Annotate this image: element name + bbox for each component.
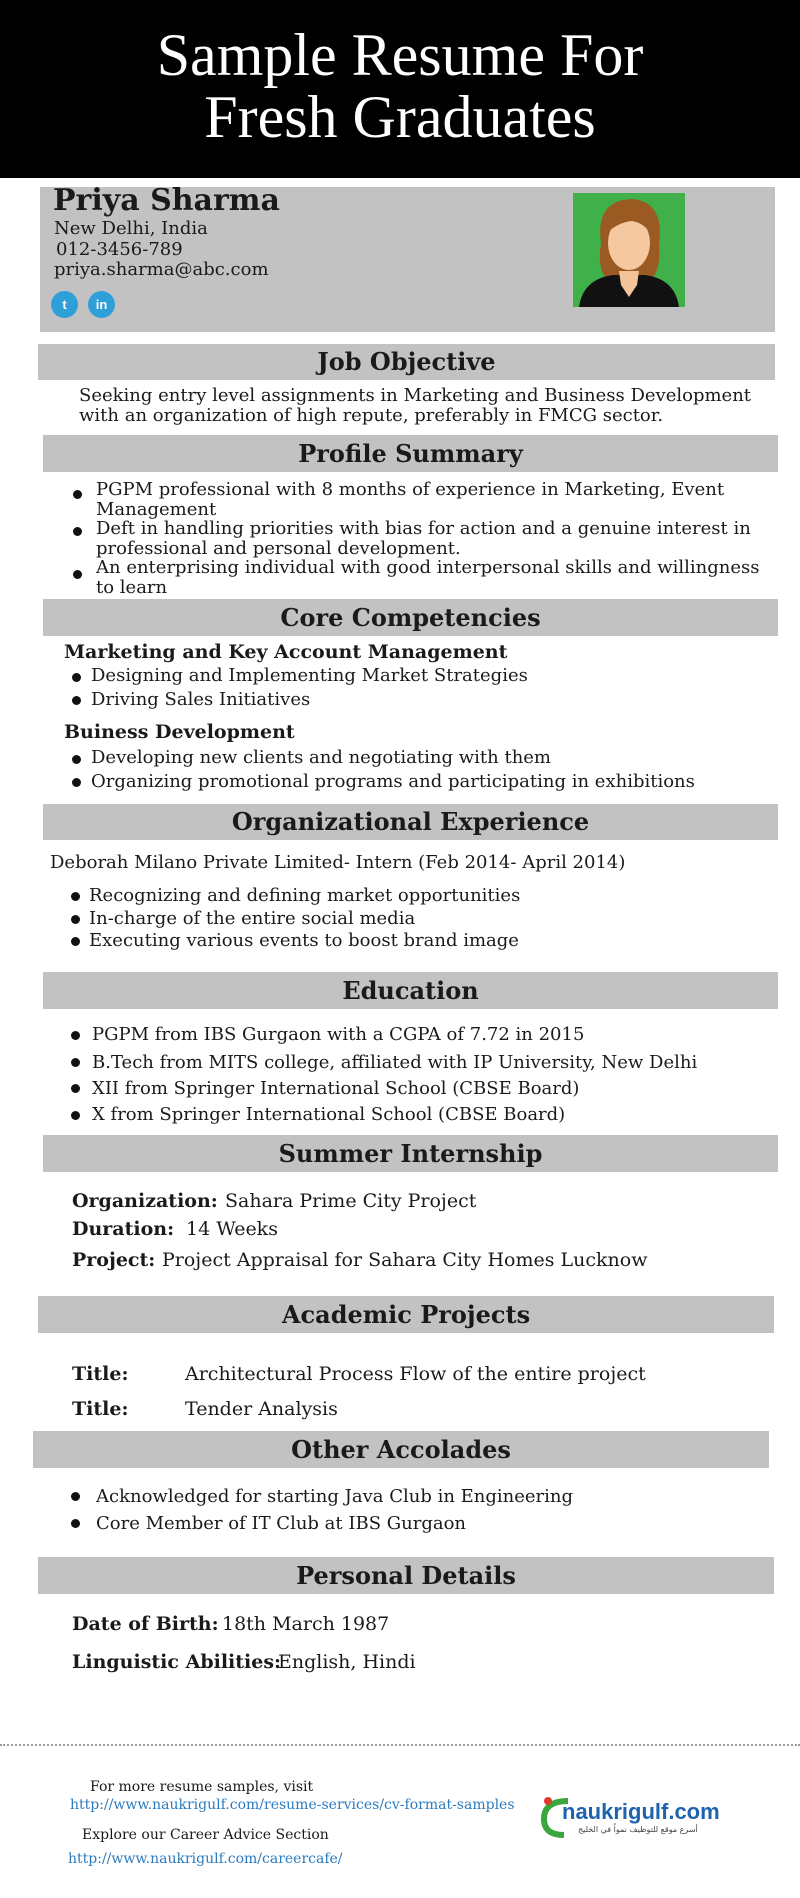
bullet-icon (71, 892, 80, 901)
dob-value: 18th March 1987 (222, 1613, 390, 1635)
bullet-icon (71, 1111, 80, 1120)
competency-group-heading: Buiness Development (64, 721, 295, 743)
bullet-icon (71, 915, 80, 924)
list-item: Designing and Implementing Market Strategies (91, 665, 528, 686)
list-item: Acknowledged for starting Java Club in Engineering (96, 1486, 574, 1507)
bullet-icon (72, 673, 81, 682)
section-header-academic-projects: Academic Projects (38, 1296, 774, 1333)
list-item: B.Tech from MITS college, affiliated with IP University, New Delhi (92, 1052, 698, 1073)
list-item: Management (96, 499, 217, 520)
languages-value: English, Hindi (278, 1651, 416, 1673)
project-title-label: Title: (72, 1398, 129, 1420)
list-item: An enterprising individual with good interpersonal skills and willingness (96, 557, 760, 578)
bullet-icon (73, 490, 82, 499)
section-header-org-experience: Organizational Experience (43, 804, 778, 840)
bullet-icon (72, 778, 81, 787)
list-item: Recognizing and defining market opportunities (89, 885, 521, 906)
list-item: Core Member of IT Club at IBS Gurgaon (96, 1513, 467, 1534)
list-item: X from Springer International School (CBSE Board) (92, 1104, 566, 1125)
bullet-icon (72, 696, 81, 705)
list-item: In-charge of the entire social media (89, 908, 416, 929)
candidate-name: Priya Sharma (53, 183, 280, 218)
duration-value: 14 Weeks (186, 1218, 278, 1240)
section-header-other-accolades: Other Accolades (33, 1431, 769, 1468)
list-item: Organizing promotional programs and participating in exhibitions (91, 771, 695, 792)
company-line: Deborah Milano Private Limited- Intern (Feb 2014- April 2014) (50, 852, 626, 873)
naukrigulf-logo[interactable] (538, 1795, 748, 1839)
section-header-profile-summary: Profile Summary (43, 435, 778, 472)
project-title-label: Title: (72, 1363, 129, 1385)
duration-label: Duration: (72, 1218, 175, 1240)
list-item: professional and personal development. (96, 538, 461, 559)
section-header-education: Education (43, 972, 778, 1009)
twitter-icon[interactable]: t (51, 291, 78, 318)
bullet-icon (72, 755, 81, 764)
bullet-icon (71, 1031, 80, 1040)
project-title-value: Tender Analysis (185, 1398, 338, 1420)
logo-text: naukrigulf.com (562, 1799, 720, 1824)
candidate-email[interactable]: priya.sharma@abc.com (54, 259, 269, 280)
section-header-job-objective: Job Objective (38, 344, 775, 380)
list-item: Deft in handling priorities with bias for action and a genuine interest in (96, 518, 751, 539)
section-header-summer-internship: Summer Internship (43, 1135, 778, 1172)
candidate-city: New Delhi, India (54, 218, 208, 239)
project-label: Project: (72, 1249, 156, 1271)
list-item: to learn (96, 577, 168, 598)
project-value: Project Appraisal for Sahara City Homes Lucknow (162, 1249, 648, 1271)
footer-career-text: Explore our Career Advice Section (82, 1827, 329, 1843)
objective-line: Seeking entry level assignments in Marketing and Business Development (79, 385, 752, 406)
organization-label: Organization: (72, 1190, 218, 1212)
list-item: Developing new clients and negotiating with them (91, 747, 552, 768)
career-link[interactable]: http://www.naukrigulf.com/careercafe/ (68, 1851, 343, 1867)
bullet-icon (73, 527, 82, 536)
logo-tagline: أسرع موقع للتوظيف نمواً في الخليج (578, 1825, 698, 1834)
page-title-line-2: Fresh Graduates (204, 84, 596, 150)
page-title-line-1: Sample Resume For (156, 22, 644, 88)
project-title-value: Architectural Process Flow of the entire project (185, 1363, 646, 1385)
section-header-personal-details: Personal Details (38, 1557, 774, 1594)
candidate-phone: 012-3456-789 (56, 239, 183, 260)
organization-value: Sahara Prime City Project (225, 1190, 477, 1212)
bullet-icon (71, 1058, 80, 1067)
list-item: PGPM from IBS Gurgaon with a CGPA of 7.72 in 2015 (92, 1024, 585, 1045)
person-avatar-icon (573, 193, 685, 307)
linkedin-icon[interactable]: in (88, 291, 115, 318)
bullet-icon (71, 937, 80, 946)
competency-group-heading: Marketing and Key Account Management (64, 641, 508, 663)
footer-divider (0, 1744, 800, 1746)
section-header-core-competencies: Core Competencies (43, 599, 778, 636)
list-item: Executing various events to boost brand image (89, 930, 519, 951)
bullet-icon (71, 1492, 80, 1501)
bullet-icon (73, 570, 82, 579)
samples-link[interactable]: http://www.naukrigulf.com/resume-services/cv-format-samples (70, 1797, 515, 1813)
list-item: XII from Springer International School (CBSE Board) (92, 1078, 580, 1099)
list-item: Driving Sales Initiatives (91, 689, 311, 710)
avatar (573, 193, 685, 307)
list-item: PGPM professional with 8 months of experience in Marketing, Event (96, 479, 725, 500)
bullet-icon (71, 1084, 80, 1093)
objective-line: with an organization of high repute, preferably in FMCG sector. (79, 405, 664, 426)
languages-label: Linguistic Abilities: (72, 1651, 282, 1673)
bullet-icon (71, 1519, 80, 1528)
footer-more-text: For more resume samples, visit (90, 1779, 314, 1795)
dob-label: Date of Birth: (72, 1613, 219, 1635)
